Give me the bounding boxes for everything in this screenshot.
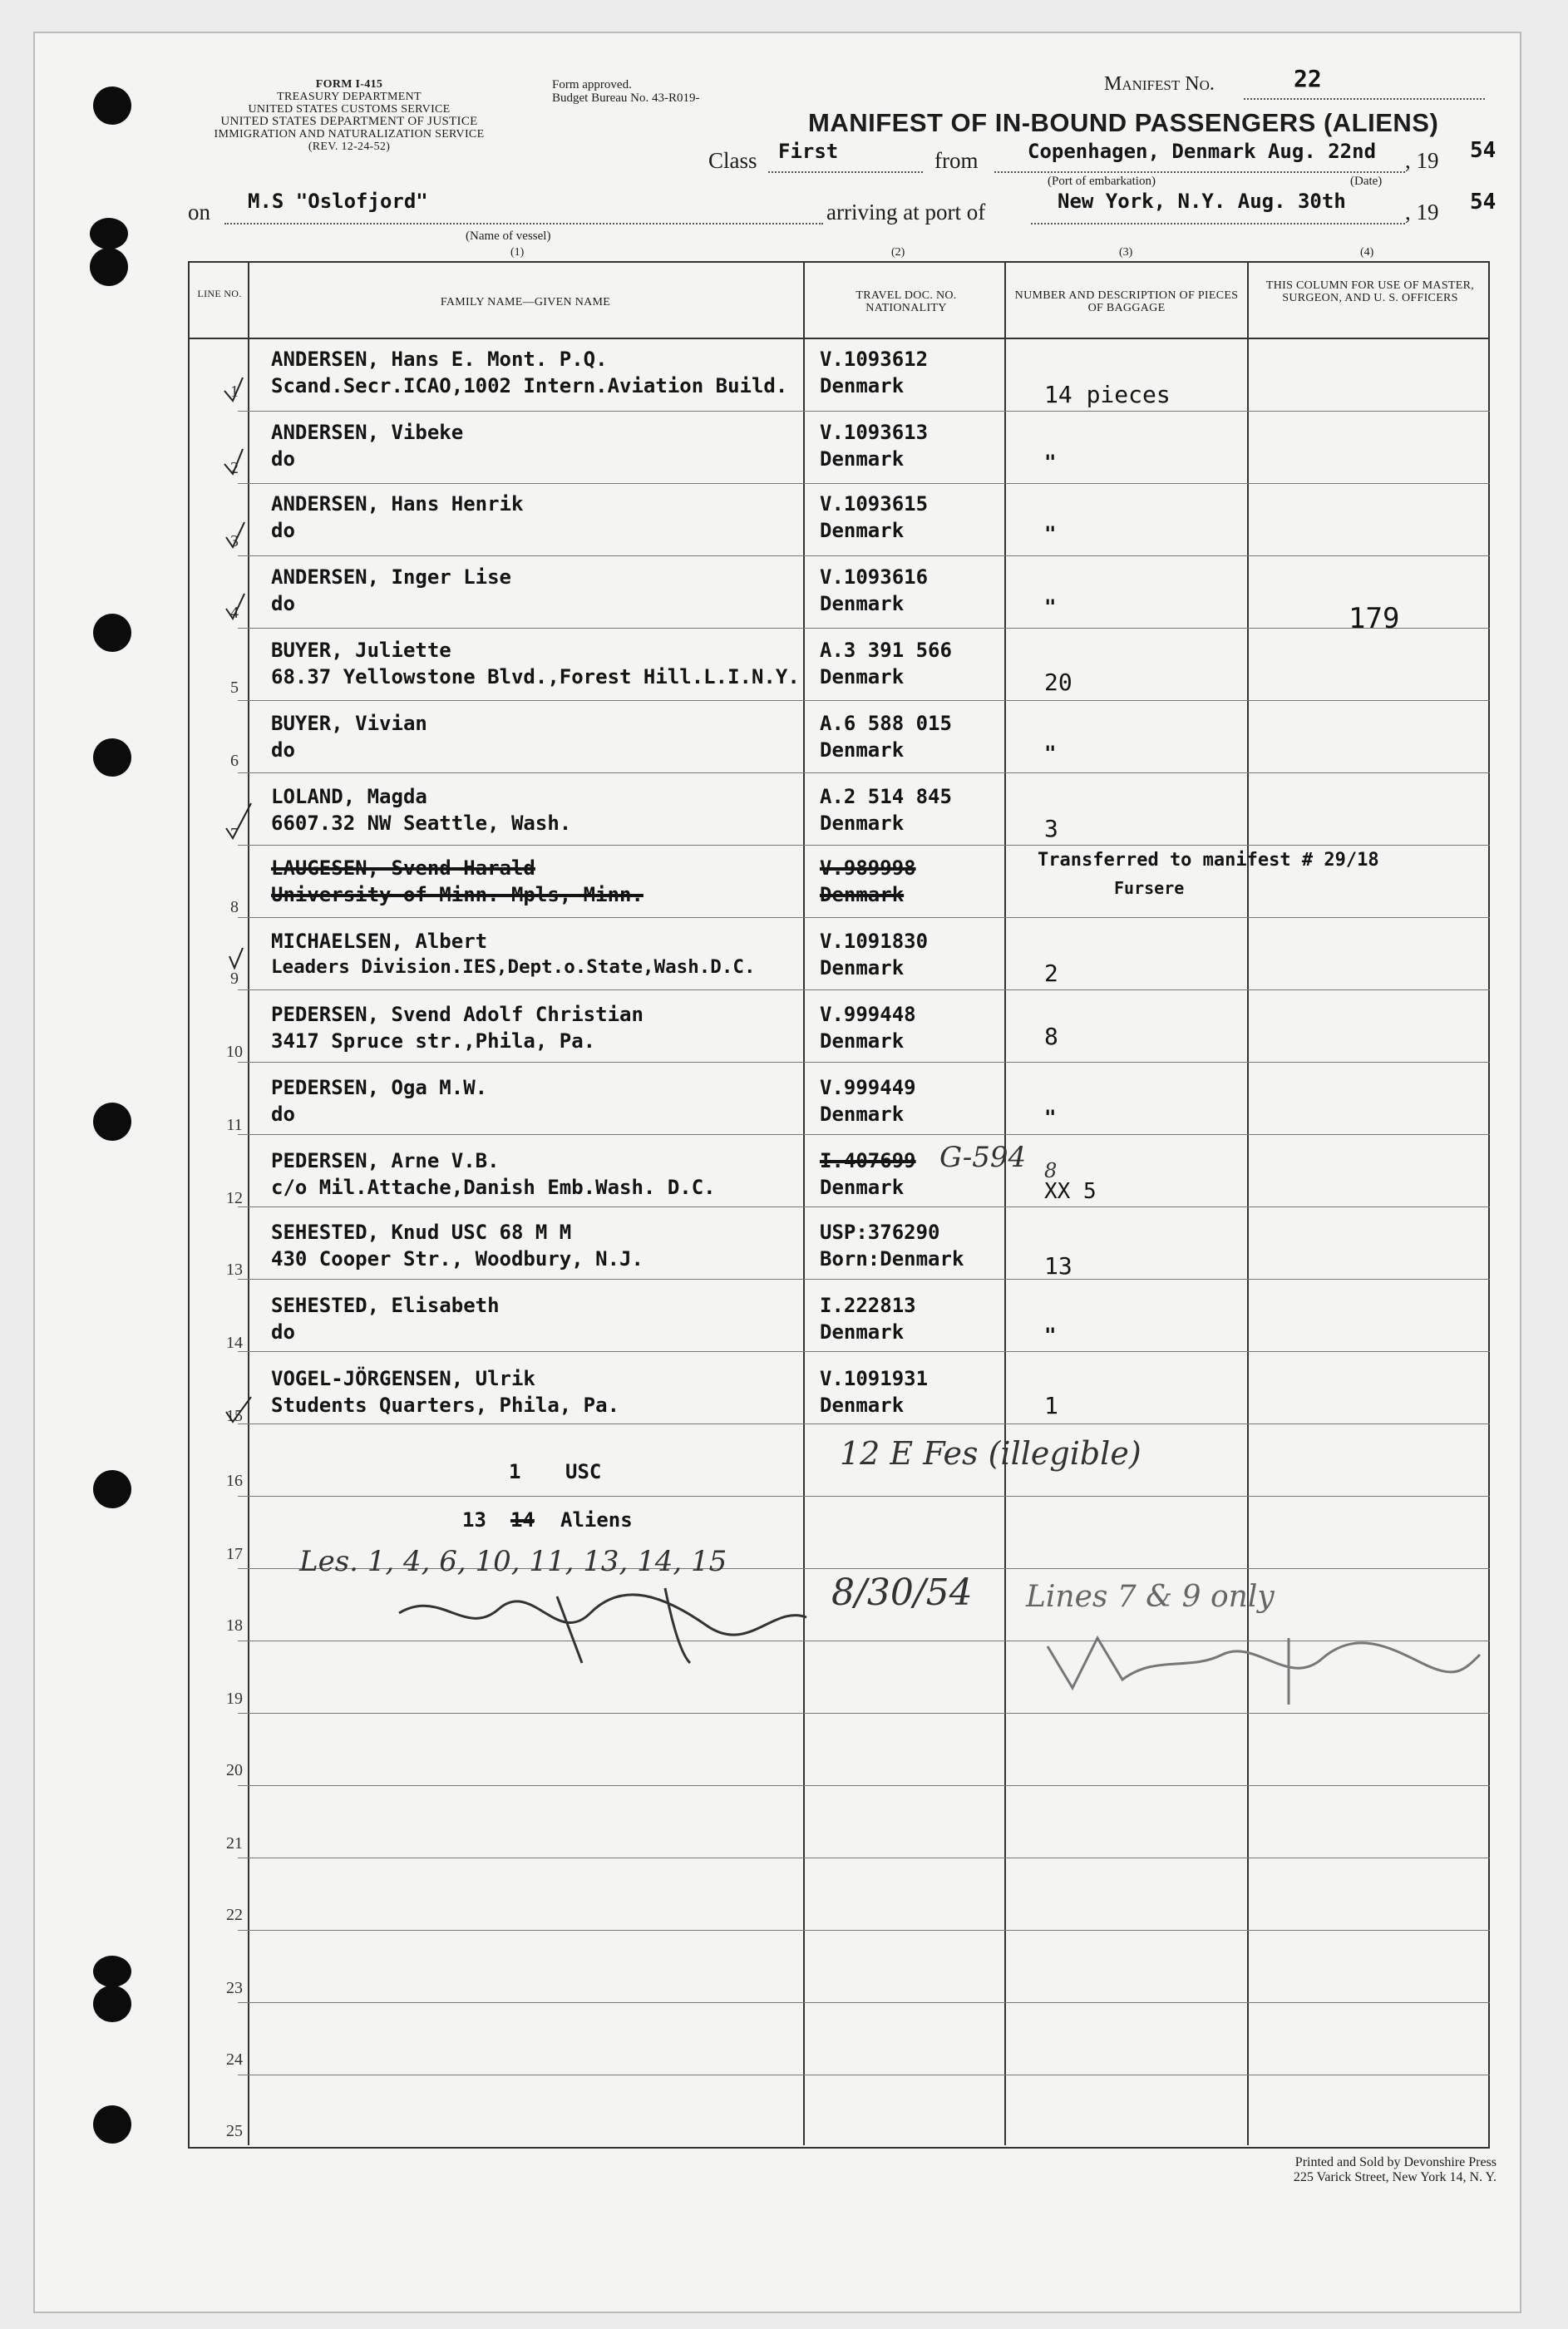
- check-marks: [218, 341, 259, 1447]
- line-number: 7: [230, 825, 239, 843]
- year-value-2: 54: [1470, 190, 1497, 215]
- passenger-name: PEDERSEN, Oga M.W.: [271, 1076, 488, 1099]
- nationality: Denmark: [820, 1029, 905, 1053]
- binder-hole: [93, 1103, 131, 1141]
- baggage: ": [1044, 595, 1057, 619]
- year-value-1: 54: [1470, 138, 1497, 163]
- passenger-name: VOGEL-JÖRGENSEN, Ulrik: [271, 1367, 535, 1390]
- printer-line-1: Printed and Sold by Devonshire Press: [1294, 2155, 1497, 2169]
- passenger-address: do: [271, 738, 295, 762]
- passenger-name: ANDERSEN, Vibeke: [271, 421, 464, 444]
- col-divider: [1247, 263, 1249, 2145]
- nationality: Denmark: [820, 738, 905, 762]
- table-header-rule: [188, 338, 1490, 339]
- travel-doc-no: V.1093613: [820, 421, 929, 444]
- travel-doc-no: V.1093612: [820, 348, 929, 371]
- nationality: Denmark: [820, 519, 905, 542]
- line-number: 23: [226, 1979, 243, 1997]
- arrival-value: New York, N.Y. Aug. 30th: [1058, 190, 1346, 213]
- passenger-name: MICHAELSEN, Albert: [271, 930, 488, 953]
- nationality: Denmark: [820, 447, 905, 471]
- passenger-name: SEHESTED, Elisabeth: [271, 1294, 500, 1317]
- year-prefix-1: , 19: [1405, 148, 1439, 173]
- line-number: 25: [226, 2122, 243, 2140]
- col-head-officers: THIS COLUMN FOR USE OF MASTER, SURGEON, AND U. S. OFFICERS: [1265, 279, 1475, 304]
- passenger-name: BUYER, Juliette: [271, 639, 451, 662]
- col-num-3: (3): [1119, 246, 1133, 259]
- nationality: Born:Denmark: [820, 1247, 964, 1271]
- passenger-name: BUYER, Vivian: [271, 712, 427, 735]
- aliens-count-struck: 14: [510, 1508, 535, 1532]
- manifest-no-value: 22: [1294, 65, 1322, 92]
- nationality: Denmark: [820, 883, 905, 906]
- line-number: 10: [226, 1043, 243, 1061]
- line-number: 22: [226, 1906, 243, 1924]
- baggage: XX 5: [1044, 1179, 1097, 1204]
- passenger-name: LAUGESEN, Svend Harald: [271, 856, 535, 880]
- handwritten-inspector-note: 12 E Fes (illegible): [840, 1435, 1141, 1472]
- passenger-address: do: [271, 519, 295, 542]
- travel-doc-no: I.222813: [820, 1294, 916, 1317]
- baggage: 8: [1044, 1023, 1058, 1050]
- printer-line-2: 225 Varick Street, New York 14, N. Y.: [1293, 2170, 1497, 2184]
- line-number: 15: [226, 1407, 243, 1425]
- passenger-address: do: [271, 1103, 295, 1126]
- dept-immigration: IMMIGRATION AND NATURALIZATION SERVICE: [214, 128, 485, 141]
- usc-count: 1: [509, 1460, 521, 1483]
- aliens-count: 13: [462, 1508, 486, 1532]
- baggage: ": [1044, 742, 1057, 765]
- binder-hole: [93, 86, 131, 125]
- travel-doc-no: V.1091830: [820, 930, 929, 953]
- binder-hole: [93, 1986, 131, 2022]
- col-num-4: (4): [1360, 246, 1374, 259]
- handwritten-lines-note: Les. 1, 4, 6, 10, 11, 13, 14, 15: [299, 1545, 727, 1578]
- passenger-address: 430 Cooper Str., Woodbury, N.J.: [271, 1247, 643, 1271]
- line-number: 8: [230, 898, 239, 916]
- passenger-name: SEHESTED, Knud USC 68 M M: [271, 1221, 572, 1244]
- col-num-1: (1): [510, 246, 525, 259]
- col-num-2: (2): [891, 246, 905, 259]
- travel-doc-no: A.3 391 566: [820, 639, 952, 662]
- baggage: 14 pieces: [1044, 381, 1171, 408]
- passenger-name: LOLAND, Magda: [271, 785, 427, 808]
- printer-credit: [1209, 2155, 1497, 2185]
- col-divider: [803, 263, 805, 2145]
- line-number: 2: [230, 459, 239, 477]
- binder-hole: [93, 2105, 131, 2144]
- baggage: 3: [1044, 815, 1058, 842]
- passenger-address: c/o Mil.Attache,Danish Emb.Wash. D.C.: [271, 1176, 716, 1199]
- vessel-caption: (Name of vessel): [466, 229, 551, 243]
- dept-treasury: TREASURY DEPARTMENT: [277, 91, 422, 103]
- line-number: 24: [226, 2050, 243, 2069]
- col-head-name: FAMILY NAME—GIVEN NAME: [440, 296, 611, 308]
- budget-bureau: Budget Bureau No. 43-R019-: [552, 91, 700, 105]
- form-agency-block: [175, 78, 524, 153]
- line-number: 14: [226, 1334, 243, 1352]
- passenger-address: do: [271, 592, 295, 615]
- baggage: 20: [1044, 669, 1072, 696]
- passenger-name: ANDERSEN, Inger Lise: [271, 565, 511, 589]
- nationality: Denmark: [820, 592, 905, 615]
- col-divider: [1004, 263, 1006, 2145]
- line-number: 4: [230, 604, 239, 622]
- year-prefix-2: , 19: [1405, 200, 1439, 225]
- baggage: 1: [1044, 1392, 1058, 1419]
- line-number: 20: [226, 1761, 243, 1779]
- passenger-address: do: [271, 1320, 295, 1344]
- passenger-name: ANDERSEN, Hans E. Mont. P.Q.: [271, 348, 608, 371]
- form-revision: (REV. 12-24-52): [308, 141, 391, 153]
- nationality: Denmark: [820, 1394, 905, 1417]
- form-approval: [552, 78, 699, 105]
- travel-doc-no: V.989998: [820, 856, 916, 880]
- class-value: First: [778, 140, 839, 163]
- passenger-address: University of Minn. Mpls, Minn.: [271, 883, 643, 906]
- passenger-address: 6607.32 NW Seattle, Wash.: [271, 812, 572, 835]
- officer-stamp-number: 179: [1349, 602, 1400, 635]
- line-number: 11: [226, 1116, 243, 1134]
- baggage: ": [1044, 1106, 1057, 1129]
- line-number: 9: [230, 970, 239, 988]
- line-number: 21: [226, 1834, 243, 1853]
- passenger-name: PEDERSEN, Arne V.B.: [271, 1149, 500, 1172]
- class-label: Class: [708, 148, 757, 173]
- baggage: ": [1044, 522, 1057, 545]
- passenger-address: 68.37 Yellowstone Blvd.,Forest Hill.L.I.N.Y.: [271, 665, 800, 688]
- handwritten-doc-correction: G-594: [939, 1141, 1027, 1174]
- form-approved: Form approved.: [552, 78, 632, 91]
- baggage-correction: 8: [1044, 1159, 1058, 1182]
- line-number: 16: [226, 1472, 243, 1490]
- passenger-address: 3417 Spruce str.,Phila, Pa.: [271, 1029, 596, 1053]
- travel-doc-no: A.2 514 845: [820, 785, 952, 808]
- line-number: 6: [230, 752, 239, 770]
- baggage: ": [1044, 451, 1057, 474]
- embarkation-value: Copenhagen, Denmark Aug. 22nd: [1028, 140, 1377, 163]
- manifest-no-label: Manifest No.: [1104, 73, 1215, 95]
- nationality: Denmark: [820, 374, 905, 397]
- binder-hole: [90, 218, 128, 249]
- passenger-address: Students Quarters, Phila, Pa.: [271, 1394, 620, 1417]
- travel-doc-no: V.1093616: [820, 565, 929, 589]
- transfer-note: Transferred to manifest # 29/18: [1038, 850, 1379, 871]
- date-caption: (Date): [1350, 175, 1383, 188]
- vessel-value: M.S "Oslofjord": [248, 190, 428, 213]
- dept-customs: UNITED STATES CUSTOMS SERVICE: [248, 103, 451, 116]
- nationality: Denmark: [820, 1176, 905, 1199]
- line-number: 1: [230, 382, 239, 401]
- dept-justice: UNITED STATES DEPARTMENT OF JUSTICE: [220, 115, 478, 128]
- travel-doc-no: V.999448: [820, 1003, 916, 1026]
- col-head-baggage: NUMBER AND DESCRIPTION OF PIECES OF BAGGAGE: [1014, 289, 1239, 314]
- line-number: 17: [226, 1545, 243, 1563]
- baggage: ": [1044, 1324, 1057, 1347]
- binder-hole: [93, 614, 131, 652]
- baggage: 2: [1044, 960, 1058, 987]
- usc-label: USC: [565, 1460, 602, 1483]
- handwritten-lines-only: Lines 7 & 9 only: [1026, 1580, 1275, 1614]
- passenger-name: PEDERSEN, Svend Adolf Christian: [271, 1003, 643, 1026]
- embark-caption: (Port of embarkation): [1048, 175, 1156, 188]
- binder-hole: [90, 248, 128, 286]
- passenger-address: Scand.Secr.ICAO,1002 Intern.Aviation Build.: [271, 374, 788, 397]
- travel-doc-no: V.1091931: [820, 1367, 929, 1390]
- manifest-title: MANIFEST OF IN-BOUND PASSENGERS (ALIENS): [808, 108, 1439, 137]
- nationality: Denmark: [820, 665, 905, 688]
- nationality: Denmark: [820, 812, 905, 835]
- inspector-signature: [391, 1580, 823, 1671]
- from-label: from: [934, 148, 979, 173]
- travel-doc-no: USP:376290: [820, 1221, 940, 1244]
- travel-doc-no: I.407699: [820, 1149, 916, 1172]
- second-signature: [1039, 1621, 1488, 1713]
- col-head-travel: TRAVEL DOC. NO. NATIONALITY: [855, 289, 957, 314]
- nationality: Denmark: [820, 1103, 905, 1126]
- travel-doc-no: A.6 588 015: [820, 712, 952, 735]
- line-number: 18: [226, 1616, 243, 1635]
- handwritten-date: 8/30/54: [831, 1572, 973, 1614]
- nationality: Denmark: [820, 1320, 905, 1344]
- line-number: 13: [226, 1261, 243, 1279]
- baggage: 13: [1044, 1252, 1072, 1280]
- line-number: 19: [226, 1690, 243, 1708]
- passenger-address: Leaders Division.IES,Dept.o.State,Wash.D.C.: [271, 956, 756, 978]
- on-label: on: [188, 200, 210, 225]
- form-number: FORM I-415: [315, 78, 383, 91]
- line-number: 12: [226, 1189, 243, 1207]
- purser-note: Fursere: [1114, 878, 1185, 898]
- binder-hole: [93, 1956, 131, 1987]
- arriving-label: arriving at port of: [826, 200, 986, 225]
- line-number: 5: [230, 678, 239, 697]
- passenger-address: do: [271, 447, 295, 471]
- col-head-line: LINE NO.: [197, 288, 242, 299]
- passenger-table: [188, 261, 1490, 2149]
- binder-hole: [93, 1470, 131, 1508]
- travel-doc-no: V.999449: [820, 1076, 916, 1099]
- binder-hole: [93, 738, 131, 777]
- travel-doc-no: V.1093615: [820, 492, 929, 516]
- nationality: Denmark: [820, 956, 905, 979]
- line-number: 3: [230, 532, 239, 550]
- passenger-name: ANDERSEN, Hans Henrik: [271, 492, 524, 516]
- aliens-label: Aliens: [560, 1508, 633, 1532]
